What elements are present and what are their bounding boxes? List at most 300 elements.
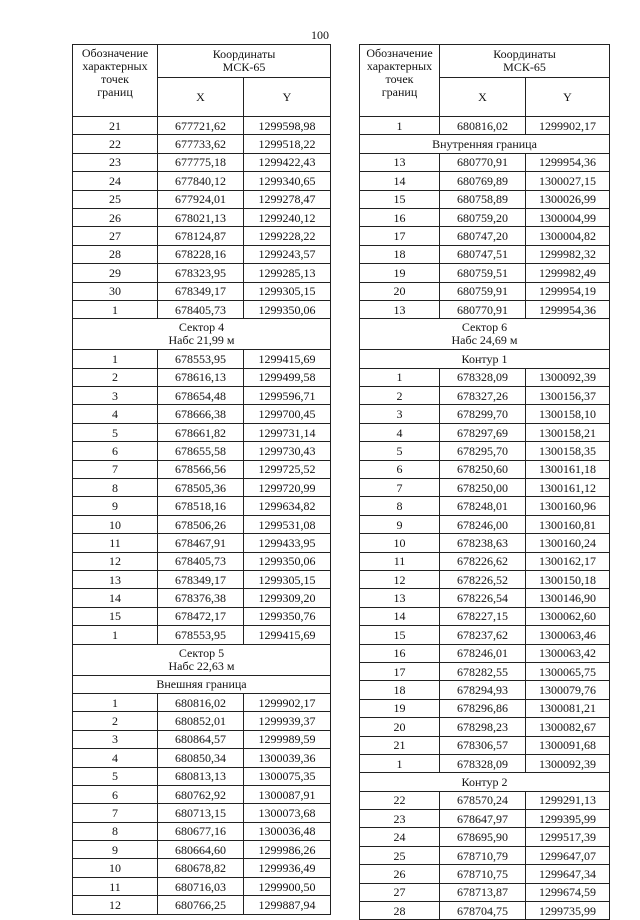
y-coordinate-cell: 1300160,81 — [526, 515, 610, 533]
x-coordinate-cell: 678226,62 — [440, 552, 526, 570]
y-coordinate-cell: 1300039,36 — [244, 749, 331, 767]
y-coordinate-cell: 1299422,43 — [244, 153, 331, 171]
col-y-header: Y — [526, 78, 610, 117]
table-row — [360, 245, 610, 263]
x-coordinate-cell: 678349,17 — [158, 570, 244, 588]
y-coordinate-cell: 1300081,21 — [526, 699, 610, 717]
table-row — [73, 479, 331, 497]
y-coordinate-cell: 1299415,69 — [244, 350, 331, 368]
table-row — [73, 607, 331, 625]
y-coordinate-cell: 1299902,17 — [526, 117, 610, 135]
point-label-line-3: точек — [385, 72, 414, 86]
point-number-cell: 3 — [73, 730, 158, 748]
x-coordinate-cell: 678467,91 — [158, 534, 244, 552]
table-row — [360, 460, 610, 478]
section-cell — [73, 644, 331, 675]
point-number-cell: 14 — [360, 607, 440, 625]
table-row — [360, 681, 610, 699]
table-row — [73, 749, 331, 767]
table-row — [360, 208, 610, 226]
x-coordinate-cell: 678021,13 — [158, 208, 244, 226]
y-coordinate-cell: 1299720,99 — [244, 479, 331, 497]
y-coordinate-cell: 1300065,75 — [526, 662, 610, 680]
x-coordinate-cell: 678376,38 — [158, 589, 244, 607]
section-label: Контур 1 — [461, 351, 508, 366]
point-number-cell: 21 — [360, 736, 440, 754]
table-row — [73, 841, 331, 859]
point-number-cell: 9 — [73, 841, 158, 859]
table-row — [360, 644, 610, 662]
x-coordinate-cell: 678566,56 — [158, 460, 244, 478]
point-number-cell: 21 — [73, 117, 158, 135]
y-coordinate-cell: 1300158,35 — [526, 442, 610, 460]
point-label-line-3: точек — [101, 72, 129, 86]
point-number-cell: 1 — [360, 117, 440, 135]
table-row — [73, 730, 331, 748]
table-row — [360, 552, 610, 570]
y-coordinate-cell: 1299518,22 — [244, 135, 331, 153]
y-coordinate-cell: 1299735,99 — [526, 902, 610, 920]
x-coordinate-cell: 678713,87 — [440, 883, 526, 901]
point-number-cell: 10 — [360, 534, 440, 552]
point-label-line-1: Обозначение — [366, 46, 433, 60]
x-coordinate-cell: 680758,89 — [440, 190, 526, 208]
table-row — [360, 423, 610, 441]
x-coordinate-cell: 678505,36 — [158, 479, 244, 497]
x-coordinate-cell: 678248,01 — [440, 497, 526, 515]
y-coordinate-cell: 1300075,35 — [244, 767, 331, 785]
table-row — [73, 534, 331, 552]
point-number-cell: 23 — [73, 153, 158, 171]
table-row — [73, 822, 331, 840]
table-row — [73, 589, 331, 607]
coordinates-table-right — [359, 44, 610, 920]
x-coordinate-cell: 678294,93 — [440, 681, 526, 699]
coords-system: МСК-65 — [503, 60, 546, 74]
section-row — [73, 319, 331, 350]
y-coordinate-cell: 1299939,37 — [244, 712, 331, 730]
point-number-cell: 11 — [73, 877, 158, 895]
x-coordinate-cell: 680664,60 — [158, 841, 244, 859]
point-number-cell: 4 — [73, 749, 158, 767]
x-coordinate-cell: 680759,20 — [440, 208, 526, 226]
x-coordinate-cell: 678654,48 — [158, 387, 244, 405]
table-row — [73, 153, 331, 171]
point-number-cell: 1 — [73, 693, 158, 711]
point-label-line-4: границ — [97, 85, 133, 99]
section-cell — [73, 319, 331, 350]
y-coordinate-cell: 1299902,17 — [244, 693, 331, 711]
x-coordinate-cell: 680759,51 — [440, 264, 526, 282]
y-coordinate-cell: 1299730,43 — [244, 442, 331, 460]
coordinates-table-left — [72, 44, 331, 915]
table-row — [360, 865, 610, 883]
table-row — [73, 626, 331, 644]
point-number-cell: 14 — [360, 172, 440, 190]
x-coordinate-cell: 678472,17 — [158, 607, 244, 625]
y-coordinate-cell: 1300146,90 — [526, 589, 610, 607]
section-label: Сектор 6 — [461, 320, 508, 335]
coords-title: Координаты — [212, 47, 276, 61]
x-coordinate-cell: 678306,57 — [440, 736, 526, 754]
y-coordinate-cell: 1300087,91 — [244, 785, 331, 803]
section-label: Набс 24,69 м — [451, 333, 518, 348]
table-row — [73, 570, 331, 588]
point-number-cell: 15 — [73, 607, 158, 625]
table-row — [73, 515, 331, 533]
point-number-cell: 1 — [73, 350, 158, 368]
point-number-cell: 28 — [73, 245, 158, 263]
x-coordinate-cell: 678250,60 — [440, 460, 526, 478]
table-row — [360, 153, 610, 171]
section-label: Внешняя граница — [156, 677, 247, 692]
point-number-cell: 2 — [360, 387, 440, 405]
table-row — [360, 368, 610, 386]
point-number-cell: 12 — [73, 896, 158, 914]
table-row — [360, 589, 610, 607]
x-coordinate-cell: 678570,24 — [440, 791, 526, 809]
point-number-cell: 16 — [360, 644, 440, 662]
point-number-cell: 12 — [360, 570, 440, 588]
y-coordinate-cell: 1299954,19 — [526, 282, 610, 300]
y-coordinate-cell: 1300036,48 — [244, 822, 331, 840]
point-number-cell: 27 — [73, 227, 158, 245]
table-row — [73, 552, 331, 570]
y-coordinate-cell: 1299340,65 — [244, 172, 331, 190]
table-row — [73, 135, 331, 153]
x-coordinate-cell: 680678,82 — [158, 859, 244, 877]
y-coordinate-cell: 1299989,59 — [244, 730, 331, 748]
table-row — [360, 282, 610, 300]
point-number-cell: 5 — [73, 423, 158, 441]
x-coordinate-cell: 678666,38 — [158, 405, 244, 423]
x-coordinate-cell: 680747,51 — [440, 245, 526, 263]
point-number-cell: 17 — [360, 227, 440, 245]
y-coordinate-cell: 1300004,99 — [526, 208, 610, 226]
section-label: Внутренняя граница — [432, 137, 537, 152]
point-number-cell: 10 — [73, 859, 158, 877]
x-coordinate-cell: 678661,82 — [158, 423, 244, 441]
x-coordinate-cell: 678227,15 — [440, 607, 526, 625]
y-coordinate-cell: 1300158,21 — [526, 423, 610, 441]
point-number-cell: 1 — [73, 626, 158, 644]
y-coordinate-cell: 1299982,49 — [526, 264, 610, 282]
x-coordinate-cell: 678226,54 — [440, 589, 526, 607]
col-y-header: Y — [244, 78, 331, 117]
table-row — [360, 442, 610, 460]
y-coordinate-cell: 1299954,36 — [526, 300, 610, 318]
section-cell — [360, 135, 610, 153]
y-coordinate-cell: 1299887,94 — [244, 896, 331, 914]
table-row — [360, 534, 610, 552]
y-coordinate-cell: 1299936,49 — [244, 859, 331, 877]
y-coordinate-cell: 1300062,60 — [526, 607, 610, 625]
section-row — [360, 135, 610, 153]
y-coordinate-cell: 1300004,82 — [526, 227, 610, 245]
y-coordinate-cell: 1300092,39 — [526, 368, 610, 386]
x-coordinate-cell: 677721,62 — [158, 117, 244, 135]
y-coordinate-cell: 1299433,95 — [244, 534, 331, 552]
y-coordinate-cell: 1300158,10 — [526, 405, 610, 423]
x-coordinate-cell: 678506,26 — [158, 515, 244, 533]
y-coordinate-cell: 1299228,22 — [244, 227, 331, 245]
y-coordinate-cell: 1300073,68 — [244, 804, 331, 822]
y-coordinate-cell: 1299499,58 — [244, 368, 331, 386]
table-row — [73, 896, 331, 914]
point-number-cell: 2 — [73, 368, 158, 386]
point-number-cell: 19 — [360, 264, 440, 282]
table-row — [360, 515, 610, 533]
table-row — [360, 387, 610, 405]
x-coordinate-cell: 677840,12 — [158, 172, 244, 190]
x-coordinate-cell: 680864,57 — [158, 730, 244, 748]
y-coordinate-cell: 1299900,50 — [244, 877, 331, 895]
x-coordinate-cell: 678228,16 — [158, 245, 244, 263]
table-row — [73, 227, 331, 245]
x-coordinate-cell: 678553,95 — [158, 626, 244, 644]
x-coordinate-cell: 678655,58 — [158, 442, 244, 460]
x-coordinate-cell: 678298,23 — [440, 718, 526, 736]
point-number-cell: 16 — [360, 208, 440, 226]
y-coordinate-cell: 1299598,98 — [244, 117, 331, 135]
point-label-line-2: характерных — [366, 59, 433, 73]
y-coordinate-cell: 1299647,34 — [526, 865, 610, 883]
x-coordinate-cell: 678616,13 — [158, 368, 244, 386]
x-coordinate-cell: 680716,03 — [158, 877, 244, 895]
x-coordinate-cell: 678250,00 — [440, 479, 526, 497]
y-coordinate-cell: 1299305,15 — [244, 282, 331, 300]
x-coordinate-cell: 678695,90 — [440, 828, 526, 846]
x-coordinate-cell: 678246,01 — [440, 644, 526, 662]
point-number-cell: 13 — [360, 300, 440, 318]
coords-system: МСК-65 — [222, 60, 266, 74]
y-coordinate-cell: 1299596,71 — [244, 387, 331, 405]
section-cell — [360, 773, 610, 791]
x-coordinate-cell: 678328,09 — [440, 368, 526, 386]
x-coordinate-cell: 680850,34 — [158, 749, 244, 767]
table-row — [73, 264, 331, 282]
y-coordinate-cell: 1300156,37 — [526, 387, 610, 405]
table-row — [360, 405, 610, 423]
section-cell — [360, 319, 610, 350]
y-coordinate-cell: 1300161,12 — [526, 479, 610, 497]
point-number-cell: 20 — [360, 718, 440, 736]
table-row — [73, 190, 331, 208]
table-row — [360, 172, 610, 190]
point-label-line-4: границ — [381, 85, 418, 99]
x-coordinate-cell: 680813,13 — [158, 767, 244, 785]
y-coordinate-cell: 1299305,15 — [244, 570, 331, 588]
y-coordinate-cell: 1299309,20 — [244, 589, 331, 607]
table-row — [360, 902, 610, 920]
coords-header — [440, 45, 610, 78]
table-row — [73, 245, 331, 263]
point-label-line-1: Обозначение — [81, 46, 149, 60]
y-coordinate-cell: 1300079,76 — [526, 681, 610, 699]
y-coordinate-cell: 1300091,68 — [526, 736, 610, 754]
point-number-cell: 12 — [73, 552, 158, 570]
x-coordinate-cell: 678328,09 — [440, 754, 526, 772]
table-row — [73, 804, 331, 822]
point-number-cell: 20 — [360, 282, 440, 300]
y-coordinate-cell: 1299982,32 — [526, 245, 610, 263]
point-number-cell: 6 — [73, 442, 158, 460]
section-row — [360, 773, 610, 791]
table-row — [360, 846, 610, 864]
table-row — [73, 712, 331, 730]
point-number-cell: 25 — [73, 190, 158, 208]
y-coordinate-cell: 1299240,12 — [244, 208, 331, 226]
x-coordinate-cell: 678349,17 — [158, 282, 244, 300]
x-coordinate-cell: 678327,26 — [440, 387, 526, 405]
y-coordinate-cell: 1299278,47 — [244, 190, 331, 208]
point-number-cell: 3 — [73, 387, 158, 405]
x-coordinate-cell: 678518,16 — [158, 497, 244, 515]
table-row — [360, 791, 610, 809]
table-row — [73, 368, 331, 386]
table-row — [73, 208, 331, 226]
x-coordinate-cell: 680816,02 — [440, 117, 526, 135]
point-number-cell: 29 — [73, 264, 158, 282]
table-row — [360, 497, 610, 515]
y-coordinate-cell: 1300082,67 — [526, 718, 610, 736]
point-number-cell: 27 — [360, 883, 440, 901]
col-x-header: X — [158, 78, 244, 117]
table-row — [73, 497, 331, 515]
table-row — [360, 227, 610, 245]
x-coordinate-cell: 678295,70 — [440, 442, 526, 460]
table-row — [73, 300, 331, 318]
table-row — [73, 172, 331, 190]
point-number-cell: 19 — [360, 699, 440, 717]
table-row — [360, 117, 610, 135]
x-coordinate-cell: 680770,91 — [440, 153, 526, 171]
y-coordinate-cell: 1299634,82 — [244, 497, 331, 515]
col-x-header: X — [440, 78, 526, 117]
table-row — [73, 442, 331, 460]
y-coordinate-cell: 1300092,39 — [526, 754, 610, 772]
x-coordinate-cell: 678405,73 — [158, 300, 244, 318]
y-coordinate-cell: 1299731,14 — [244, 423, 331, 441]
point-number-cell: 7 — [360, 479, 440, 497]
x-coordinate-cell: 678297,69 — [440, 423, 526, 441]
y-coordinate-cell: 1299350,06 — [244, 552, 331, 570]
x-coordinate-cell: 678553,95 — [158, 350, 244, 368]
point-label-header — [360, 45, 440, 117]
point-number-cell: 18 — [360, 245, 440, 263]
y-coordinate-cell: 1300063,42 — [526, 644, 610, 662]
table-row — [360, 754, 610, 772]
coords-title: Координаты — [493, 47, 556, 61]
point-number-cell: 13 — [73, 570, 158, 588]
y-coordinate-cell: 1299285,13 — [244, 264, 331, 282]
point-number-cell: 24 — [73, 172, 158, 190]
y-coordinate-cell: 1299954,36 — [526, 153, 610, 171]
point-number-cell: 4 — [360, 423, 440, 441]
section-cell — [73, 675, 331, 693]
coords-header — [158, 45, 331, 78]
point-number-cell: 10 — [73, 515, 158, 533]
table-row — [360, 662, 610, 680]
point-number-cell: 5 — [360, 442, 440, 460]
point-number-cell: 8 — [360, 497, 440, 515]
x-coordinate-cell: 678296,86 — [440, 699, 526, 717]
point-number-cell: 1 — [73, 300, 158, 318]
x-coordinate-cell: 680759,91 — [440, 282, 526, 300]
section-row — [73, 644, 331, 675]
y-coordinate-cell: 1299647,07 — [526, 846, 610, 864]
table-row — [73, 387, 331, 405]
point-number-cell: 22 — [360, 791, 440, 809]
table-row — [360, 570, 610, 588]
point-number-cell: 24 — [360, 828, 440, 846]
table-row — [73, 423, 331, 441]
section-row — [73, 675, 331, 693]
table-row — [360, 828, 610, 846]
table-row — [73, 405, 331, 423]
x-coordinate-cell: 678647,97 — [440, 810, 526, 828]
x-coordinate-cell: 680852,01 — [158, 712, 244, 730]
x-coordinate-cell: 680677,16 — [158, 822, 244, 840]
point-label-header — [73, 45, 158, 117]
table-row — [73, 350, 331, 368]
table-row — [360, 190, 610, 208]
point-number-cell: 9 — [360, 515, 440, 533]
y-coordinate-cell: 1299350,76 — [244, 607, 331, 625]
section-row — [360, 319, 610, 350]
y-coordinate-cell: 1299700,45 — [244, 405, 331, 423]
point-number-cell: 25 — [360, 846, 440, 864]
x-coordinate-cell: 677775,18 — [158, 153, 244, 171]
table-row — [360, 479, 610, 497]
x-coordinate-cell: 678704,75 — [440, 902, 526, 920]
x-coordinate-cell: 678299,70 — [440, 405, 526, 423]
point-number-cell: 11 — [73, 534, 158, 552]
y-coordinate-cell: 1300162,17 — [526, 552, 610, 570]
table-row — [360, 264, 610, 282]
x-coordinate-cell: 680713,15 — [158, 804, 244, 822]
point-number-cell: 9 — [73, 497, 158, 515]
table-row — [360, 736, 610, 754]
point-number-cell: 23 — [360, 810, 440, 828]
x-coordinate-cell: 680770,91 — [440, 300, 526, 318]
table-row — [73, 767, 331, 785]
y-coordinate-cell: 1299350,06 — [244, 300, 331, 318]
table-row — [73, 877, 331, 895]
x-coordinate-cell: 680762,92 — [158, 785, 244, 803]
x-coordinate-cell: 677733,62 — [158, 135, 244, 153]
point-number-cell: 15 — [360, 190, 440, 208]
point-number-cell: 14 — [73, 589, 158, 607]
point-number-cell: 7 — [73, 804, 158, 822]
point-number-cell: 7 — [73, 460, 158, 478]
table-row — [73, 693, 331, 711]
x-coordinate-cell: 678710,79 — [440, 846, 526, 864]
section-row — [360, 350, 610, 368]
point-number-cell: 8 — [73, 479, 158, 497]
point-number-cell: 22 — [73, 135, 158, 153]
x-coordinate-cell: 678238,63 — [440, 534, 526, 552]
page-number: 100 — [311, 28, 329, 42]
x-coordinate-cell: 678246,00 — [440, 515, 526, 533]
x-coordinate-cell: 680766,25 — [158, 896, 244, 914]
y-coordinate-cell: 1299531,08 — [244, 515, 331, 533]
x-coordinate-cell: 678405,73 — [158, 552, 244, 570]
table-row — [360, 607, 610, 625]
section-label: Набс 21,99 м — [168, 333, 235, 348]
section-label: Сектор 4 — [178, 320, 225, 335]
point-number-cell: 6 — [73, 785, 158, 803]
